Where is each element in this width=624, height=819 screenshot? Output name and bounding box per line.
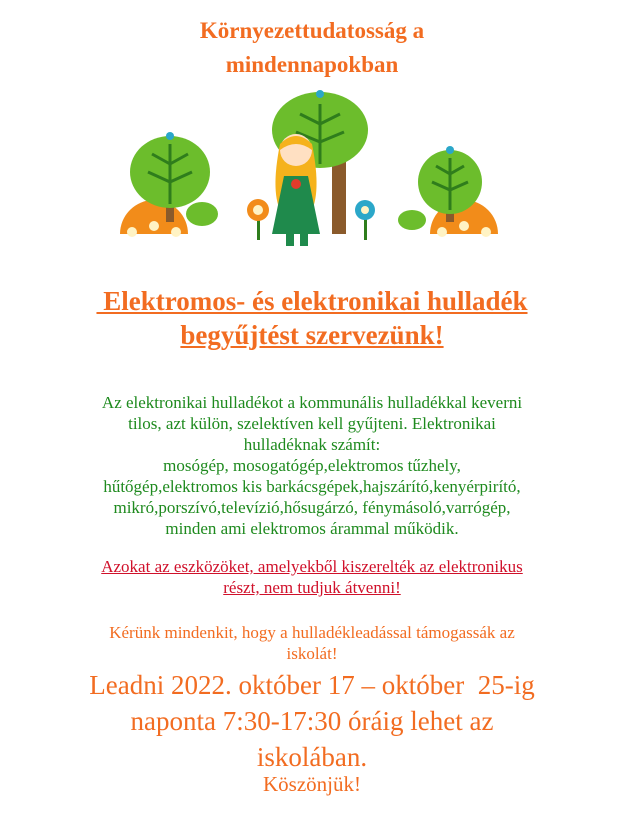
warning-line: Azokat az eszközöket, amelyekből kiszerelték az elektronikus (101, 557, 523, 576)
request-paragraph (40, 622, 584, 664)
body-paragraph (40, 392, 584, 539)
body-line: minden ami elektromos árammal működik. (165, 519, 459, 538)
right-tree-icon (398, 146, 498, 237)
deadline-line: iskolában. (256, 742, 368, 772)
deadline-paragraph (30, 667, 594, 775)
headline-line-2: begyűjtést szervezünk! (180, 320, 444, 350)
headline (0, 284, 624, 352)
headline-line-1: Elektromos- és elektronikai hulladék (96, 286, 528, 316)
page-title (0, 14, 624, 82)
girl-icon (272, 134, 320, 246)
request-line: iskolát! (286, 644, 338, 663)
deadline-line: naponta 7:30-17:30 óráig lehet az (130, 706, 494, 736)
title-line-1: Környezettudatosság a (199, 18, 425, 43)
warning-notice (40, 556, 584, 598)
title-line-2: mindennapokban (225, 52, 399, 77)
body-line: hűtőgép,elektromos kis barkácsgépek,hajszárító,kenyérpirító, (103, 477, 521, 496)
trees-and-girl-illustration (110, 84, 510, 254)
deadline-line: Leadni 2022. október 17 – október 25-ig (89, 670, 535, 700)
thanks-text: Köszönjük! (263, 772, 361, 796)
body-line: tilos, azt külön, szelektíven kell gyűjteni. Elektronikai (128, 414, 496, 433)
body-line: mosógép, mosogatógép,elektromos tűzhely, (163, 456, 461, 475)
flower-right-icon (355, 200, 375, 240)
body-line: Az elektronikai hulladékot a kommunális hulladékkal keverni (101, 393, 523, 412)
body-line: mikró,porszívó,televízió,hősugárzó, fénymásoló,varrógép, (113, 498, 511, 517)
left-tree-icon (120, 132, 218, 237)
request-line: Kérünk mindenkit, hogy a hulladékleadással támogassák az (109, 623, 515, 642)
body-line: hulladéknak számít: (243, 435, 381, 454)
flower-left-icon (247, 199, 269, 240)
warning-line: részt, nem tudjuk átvenni! (223, 578, 401, 597)
